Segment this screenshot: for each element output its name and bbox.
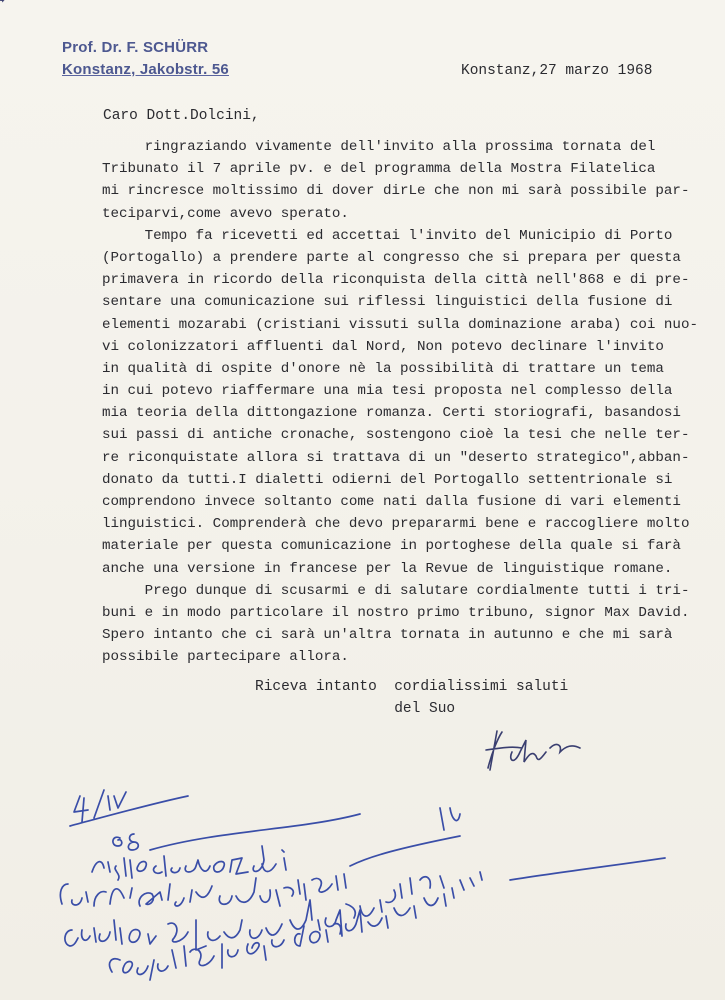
body-line: mi rincresce moltissimo di dover dirLe che non mi sarà possibile par-: [102, 183, 690, 200]
body-line: re riconquistate allora si trattava di un "deserto strategico",abban-: [102, 449, 690, 466]
letter-body: [102, 136, 722, 669]
salutation: Caro Dott.Dolcini,: [103, 108, 260, 124]
letter-date: Konstanz,27 marzo 1968: [461, 63, 653, 79]
body-line: linguistici. Comprenderà che devo prepararmi bene e raccogliere molto: [102, 516, 690, 533]
body-line: primavera in ricordo della riconquista della città nell'868 e di pre-: [102, 272, 690, 289]
handwritten-note-text: [60, 809, 121, 971]
closing: [255, 676, 568, 720]
body-line: elementi mozarabi (cristiani vissuti sulla dominazione araba) coi nuo-: [102, 316, 698, 333]
handwritten-note: [60, 790, 665, 980]
body-line: ringraziando vivamente dell'invito alla prossima tornata del: [102, 139, 656, 155]
closing-line: del Suo: [255, 701, 456, 717]
body-line: teciparvi,come avevo sperato.: [102, 205, 349, 222]
closing-line: Riceva intanto cordialissimi saluti: [255, 679, 569, 695]
letterhead-stamp: [62, 37, 229, 81]
letterhead-address: Konstanz, Jakobstr. 56: [62, 61, 229, 78]
body-line: sentare una comunicazione sui riflessi linguistici della fusione di: [102, 294, 673, 311]
note-line: nei altri autori da vedere: [60, 900, 73, 901]
body-line: anche una versione in francese per la Revue de linguistique romane.: [102, 560, 673, 577]
note-line: consiglio per cui autografi: [70, 940, 84, 941]
signature-text: Schürr: [0, 0, 4, 1]
body-line: (Portogallo) a prendere parte al congresso che si prepara per questa: [102, 249, 681, 266]
body-line: buni e in modo particolare il nostro primo tribuno, signor Max David.: [102, 604, 690, 621]
body-line: in cui potevo riaffermare una mia tesi proposta nel complesso della: [102, 383, 673, 400]
body-line: Tribunato il 7 aprile pv. e del programma della Mostra Filatelica: [102, 161, 656, 178]
body-line: materiale per questa comunicazione in portoghese della quale si farà: [102, 538, 681, 555]
letterhead-name: Prof. Dr. F. SCHÜRR: [62, 39, 209, 56]
body-line: possibile partecipare allora.: [102, 649, 349, 666]
note-date: 4/IV 68: [70, 810, 74, 811]
body-line: Prego dunque di scusarmi e di salutare cordialmente tutti i tri-: [102, 582, 690, 599]
body-line: donato da tutti.I dialetti odierni del Portogallo settentrionale si: [102, 471, 673, 488]
body-line: vi colonizzatori affluenti dal Nord, Non potevo declinare l'invito: [102, 338, 664, 355]
body-line: Spero intanto che ci sarà un'altra tornata in autunno e che mi sarà: [102, 627, 673, 644]
body-line: Tempo fa ricevetti ed accettai l'invito del Municipio di Porto: [102, 227, 673, 244]
body-line: sui passi di antiche cronache, sostengono cioè la tesi che nelle ter-: [102, 427, 690, 444]
note-line: risposto chiedendo gli: [90, 870, 102, 871]
body-line: in qualità di ospite d'onore nè la possibilità di trattare un tema: [102, 360, 664, 377]
body-line: mia teoria della dittongazione romanza. Certi storiografi, basandosi: [102, 405, 681, 422]
body-line: comprendono invece soltanto come nati dalla fusione di vari elementi: [102, 494, 681, 510]
note-line: testo per Longanesi: [110, 970, 121, 971]
